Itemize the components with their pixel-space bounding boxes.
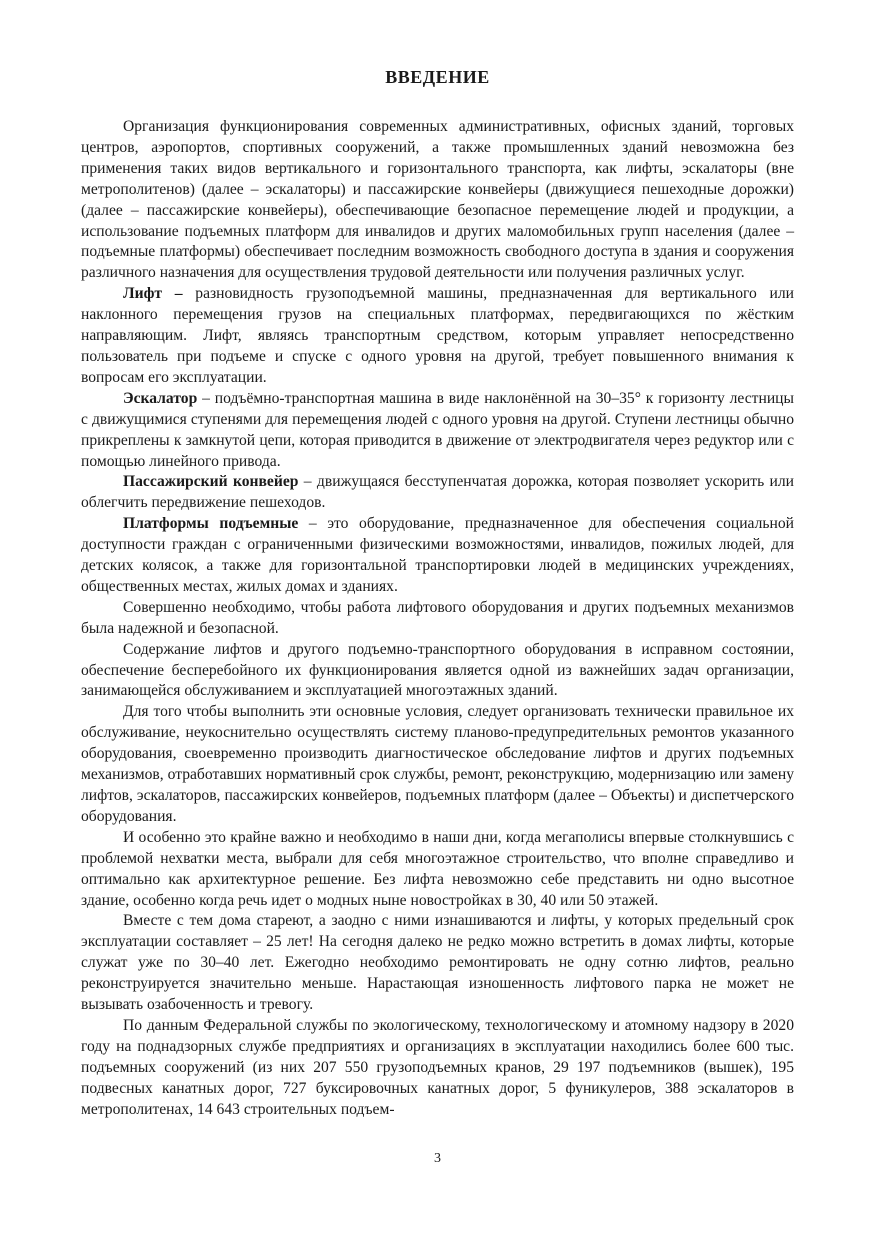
paragraph-statistics: По данным Федеральной службы по экологическому, технологическому и атомному надзору в 2020 году на поднадзорных службе предприятиях и организациях в эксплуатации находились более 600 тыс. подъемных сооружений (из них 207 550 грузоподъемных кранов, 29 197 подъемников (вышек), 195 подвесных канатных дорог, 727 буксировочных канатных дорог, 5 фуникулеров, 388 эскалаторов в метрополитенах, 14 643 строительных подъем-	[81, 1016, 794, 1118]
document-page	[81, 62, 794, 1121]
page-title: ВВЕДЕНИЕ	[385, 67, 490, 87]
paragraph-conveyor	[81, 472, 794, 514]
page-number: 3	[434, 1151, 441, 1166]
definition-platforms: – это оборудование, предназначенное для обеспечения социальной доступности граждан с ограниченными физическими возможностями, инвалидов, пожилых людей, для детских колясок, а также для горизонтальной транспортировки людей в медицинских учреждениях, общественных местах, жилых домах и зданиях.	[81, 515, 794, 595]
paragraph-megapolis: И особенно это крайне важно и необходимо в наши дни, когда мегаполисы впервые столкнувшись с проблемой нехватки места, выбрали для себя многоэтажное строительство, что вполне справедливо и оптимально как архитектурное решение. Без лифта невозможно себе представить ни одно высотное здание, особенно когда речь идет о модных ныне новостройках в 30, 40 или 50 этажей.	[81, 828, 794, 909]
term-lift: Лифт –	[123, 285, 183, 303]
term-platforms: Платформы подъемные	[123, 515, 299, 533]
paragraph-platforms	[81, 514, 794, 598]
paragraph-lift	[81, 284, 794, 389]
paragraph-reliability: Совершенно необходимо, чтобы работа лифтового оборудования и других подъемных механизмов была надежной и безопасной.	[81, 598, 794, 637]
term-escalator: Эскалатор	[123, 389, 198, 407]
definition-escalator: – подъёмно-транспортная машина в виде наклонённой на 30–35° к горизонту лестницы с движущимися ступенями для перемещения людей с одного уровня на другой. Ступени лестницы обычно прикреплены к замкнутой цепи, которая приводится в движение от электродвигателя через редуктор или с помощью линейного привода.	[81, 389, 794, 470]
term-conveyor: Пассажирский конвейер	[123, 473, 299, 491]
paragraph-aging: Вместе с тем дома стареют, а заодно с ними изнашиваются и лифты, у которых предельный срок эксплуатации составляет – 25 лет! На сегодня далеко не редко можно встретить в домах лифты, которые служат уже по 30–40 лет. Ежегодно необходимо ремонтировать не одну сотню лифтов, реально реконструируется значительно меньше. Нарастающая изношенность лифтового парка не может не вызывать озабоченность и тревогу.	[81, 912, 794, 1014]
paragraph-escalator	[81, 389, 794, 473]
paragraph-conditions: Для того чтобы выполнить эти основные условия, следует организовать технически правильное их обслуживание, неукоснительно осуществлять систему планово-предупредительных ремонтов указанного оборудования, своевременно производить диагностическое обследование лифтов и других подъемных механизмов, отработавших нормативный срок службы, ремонт, реконструкцию, модернизацию или замену лифтов, эскалаторов, пассажирских конвейеров, подъемных платформ (далее – Объекты) и диспетчерского оборудования.	[81, 703, 794, 825]
paragraph-intro: Организация функционирования современных административных, офисных зданий, торговых центров, аэропортов, спортивных сооружений, а также промышленных зданий невозможна без применения таких видов вертикального и горизонтального транспорта, как лифты, эскалаторы (вне метрополитенов) (далее – эскалаторы) и пассажирские конвейеры (движущиеся пешеходные дорожки) (далее – пассажирские конвейеры), обеспечивающие безопасное перемещение людей и продукции, а использование подъемных платформ для инвалидов и других маломобильных групп населения (далее – подъемные платформы) обеспечивает последним возможность свободного доступа в здания и сооружения различного назначения для осуществления трудовой деятельности или получения различных услуг.	[81, 118, 794, 282]
paragraph-maintenance: Содержание лифтов и другого подъемно-транспортного оборудования в исправном состоянии, обеспечение бесперебойного их функционирования является одной из важнейших задач организации, занимающейся обслуживанием и эксплуатацией многоэтажных зданий.	[81, 640, 794, 700]
definition-lift: разновидность грузоподъемной машины, предназначенная для вертикального или наклонного перемещения грузов на специальных платформах, передвигающихся по жёстким направляющим. Лифт, являясь транспортным средством, которым управляет непосредственно пользователь при подъеме и спуске с одного уровня на другой, требует повышенного внимания к вопросам его эксплуатации.	[81, 285, 794, 386]
definition-conveyor: – движущаяся бесступенчатая дорожка, которая позволяет ускорить или облегчить передвижение пешеходов.	[81, 473, 795, 512]
